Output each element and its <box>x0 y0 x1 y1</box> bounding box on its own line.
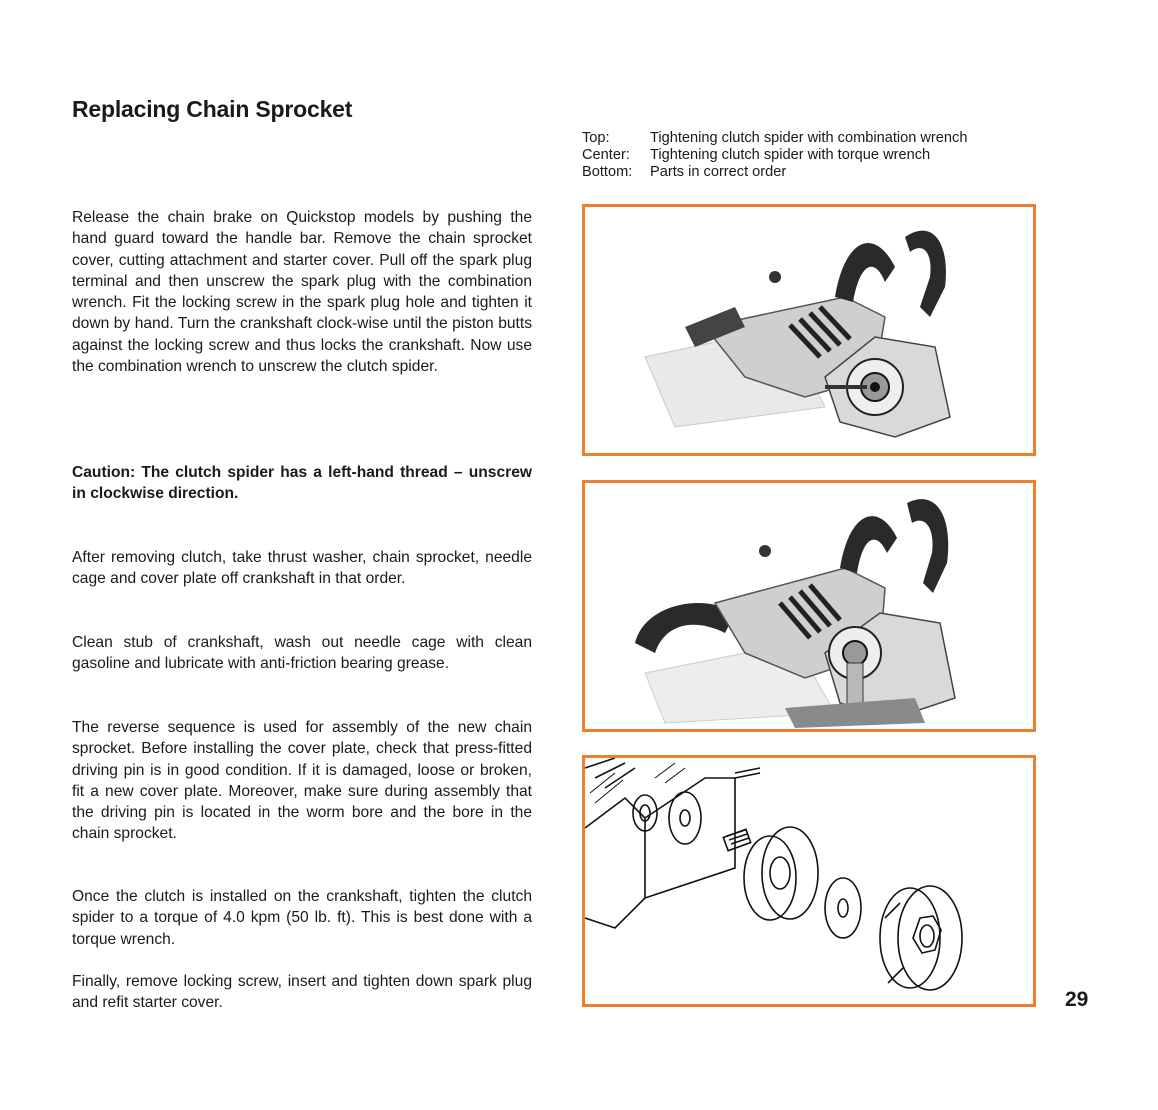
caption-label: Top: <box>582 130 610 146</box>
figure-top-frame <box>582 204 1036 456</box>
paragraph-text: Clean stub of crankshaft, wash out needle cage with clean gasoline and lubricate with anti-friction bearing grease. <box>72 634 532 673</box>
caution-text: Caution: The clutch spider has a left-hand thread – unscrew in clockwise direction. <box>72 464 532 503</box>
instructions-paragraph-4 <box>72 717 532 845</box>
page-number: 29 <box>1065 988 1089 1011</box>
paragraph-text: The reverse sequence is used for assembly of the new chain sprocket. Before installing the cover plate, check that press-fitted driving pin is in good condition. If it is damaged, loose or broken, fit a new cover plate. Moreover, make sure during assembly that the driving pin is located in the worm bore and the bore in the chain sprocket. <box>72 719 532 843</box>
caution-note <box>72 462 532 505</box>
caption-text: Parts in correct order <box>650 164 787 180</box>
caption-label: Bottom: <box>582 164 633 180</box>
chainsaw-torque-wrench-photo <box>585 483 1033 729</box>
instructions-paragraph-6 <box>72 971 532 1014</box>
page-title: Replacing Chain Sprocket <box>72 96 353 122</box>
caption-text: Tightening clutch spider with torque wrench <box>650 147 931 163</box>
instructions-paragraph-5 <box>72 886 532 950</box>
caption-bottom <box>582 164 967 181</box>
instructions-paragraph-2 <box>72 547 532 590</box>
paragraph-text: Release the chain brake on Quickstop models by pushing the hand guard toward the handle bar. Remove the chain sprocket cover, cutting attachment and starter cover. Pull off the spark plug terminal and then unscrew the spark plug with the combination wrench. Fit the locking screw in the spark plug hole and tighten it down by hand. Turn the crankshaft clock-wise until the piston butts against the locking screw and thus locks the crankshaft. Now use the combination wrench to unscrew the clutch spider. <box>72 209 532 376</box>
paragraph-text: Finally, remove locking screw, insert and tighten down spark plug and refit starter cover. <box>72 973 532 1012</box>
paragraph-text: After removing clutch, take thrust washer, chain sprocket, needle cage and cover plate off crankshaft in that order. <box>72 549 532 588</box>
caption-label: Center: <box>582 147 630 163</box>
paragraph-text: Once the clutch is installed on the crankshaft, tighten the clutch spider to a torque of 4.0 kpm (50 lb. ft). This is best done with a torque wrench. <box>72 888 532 948</box>
caption-center <box>582 147 967 164</box>
instructions-paragraph-3 <box>72 632 532 675</box>
figure-center-frame <box>582 480 1036 732</box>
caption-text: Tightening clutch spider with combination wrench <box>650 130 968 146</box>
chainsaw-combination-wrench-photo <box>585 207 1033 453</box>
clutch-parts-exploded-drawing <box>585 758 1033 1004</box>
caption-top <box>582 130 967 147</box>
instructions-paragraph-1 <box>72 207 532 377</box>
figure-bottom-frame <box>582 755 1036 1007</box>
figure-captions <box>582 130 967 181</box>
